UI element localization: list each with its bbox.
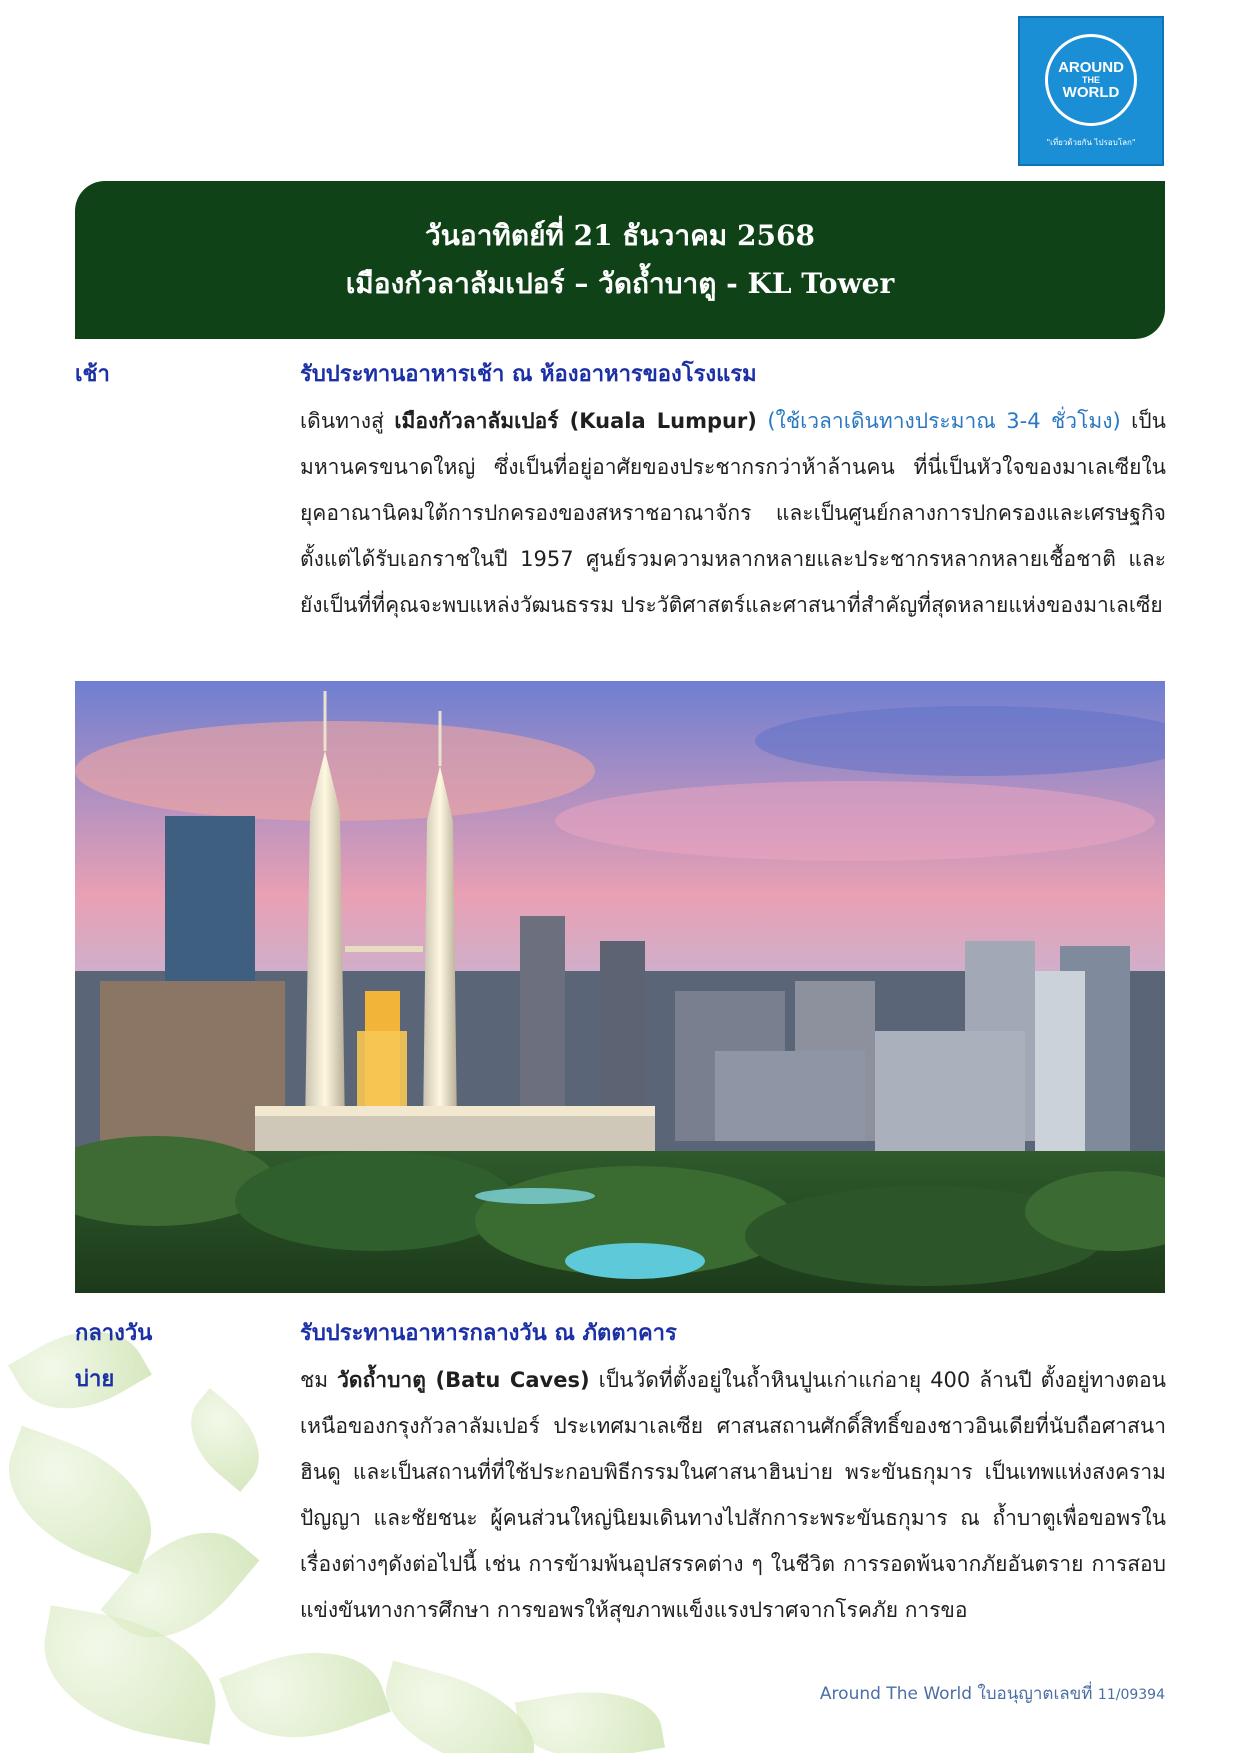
logo-line-3: WORLD xyxy=(1062,83,1120,101)
afternoon-place: วัดถ้ำบาตู (Batu Caves) xyxy=(337,1368,590,1392)
kuala-lumpur-skyline-photo xyxy=(75,681,1165,1293)
morning-body: เป็นมหานครขนาดใหญ่ ซึ่งเป็นที่อยู่อาศัยของประชากรกว่าห้าล้านคน ที่นี่เป็นหัวใจของมาเลเซียในยุคอาณานิคมใต้การปกครองของสหราชอาณาจักร และเป็นศูนย์กลางการปกครองและเศรษฐกิจตั้งแต่ได้รับเอกราชในปี 1957 ศูนย์รวมความหลากหลายและประชากรหลากหลายเชื้อชาติ และยังเป็นที่ที่คุณจะพบแหล่งวัฒนธรรม ประวัติศาสตร์และศาสนาที่สำคัญที่สุดหลายแห่งของมาเลเซีย xyxy=(300,409,1166,617)
page-footer xyxy=(820,1680,1165,1707)
afternoon-intro: ชม xyxy=(300,1368,338,1392)
day-banner xyxy=(75,181,1165,339)
morning-intro: เดินทางสู่ xyxy=(300,409,395,433)
morning-paragraph xyxy=(300,398,1166,628)
morning-label: เช้า xyxy=(75,362,110,387)
logo-line-2: THE xyxy=(1082,74,1100,85)
footer-license: 11/09394 xyxy=(1097,1687,1165,1703)
lunch-label: กลางวัน xyxy=(75,1321,153,1346)
banner-route: เมืองกัวลาลัมเปอร์ – วัดถ้ำบาตู - KL Tower xyxy=(345,267,895,300)
skyline-illustration xyxy=(75,681,1165,1293)
afternoon-label: บ่าย xyxy=(75,1367,115,1392)
banner-date: วันอาทิตย์ที่ 21 ธันวาคม 2568 xyxy=(425,219,815,252)
afternoon-body: เป็นวัดที่ตั้งอยู่ในถ้ำหินปูนเก่าแก่อายุ 400 ล้านปี ตั้งอยู่ทางตอนเหนือของกรุงกัวลาลัมเปอร์ ประเทศมาเลเซีย ศาสนสถานศักดิ์สิทธิ์ของชาวอินเดียที่นับถือศาสนาฮินดู และเป็นสถานที่ที่ใช้ประกอบพิธีกรรมในศาสนาฮินบ่าย พระขันธกุมาร เป็นเทพแห่งสงคราม ปัญญา และชัยชนะ ผู้คนส่วนใหญ่นิยมเดินทางไปสักการะพระขันธกุมาร ณ ถ้ำบาตูเพื่อขอพรในเรื่องต่างๆดังต่อไปนี้ เช่น การข้ามพ้นอุปสรรคต่าง ๆ ในชีวิต การรอดพ้นจากภัยอันตราย การสอบแข่งขันทางการศึกษา การขอพรให้สุขภาพแข็งแรงปราศจากโรคภัย การขอ xyxy=(300,1368,1166,1622)
logo-tagline: "เที่ยวด้วยกัน ไปรอบโลก" xyxy=(1046,137,1136,147)
around-the-world-logo xyxy=(1018,16,1164,166)
logo-text xyxy=(1048,60,1134,100)
globe-icon xyxy=(1045,34,1137,126)
morning-place: เมืองกัวลาลัมเปอร์ (Kuala Lumpur) xyxy=(394,409,757,433)
lunch-heading: รับประทานอาหารกลางวัน ณ ภัตตาคาร xyxy=(300,1321,677,1346)
footer-company: Around The World ใบอนุญาตเลขที่ xyxy=(819,1684,1098,1704)
logo-line-1: AROUND xyxy=(1058,58,1124,76)
morning-travel-note: (ใช้เวลาเดินทางประมาณ 3-4 ชั่วโมง) xyxy=(756,409,1121,433)
morning-heading: รับประทานอาหารเช้า ณ ห้องอาหารของโรงแรม xyxy=(300,362,757,387)
afternoon-paragraph xyxy=(300,1357,1166,1633)
